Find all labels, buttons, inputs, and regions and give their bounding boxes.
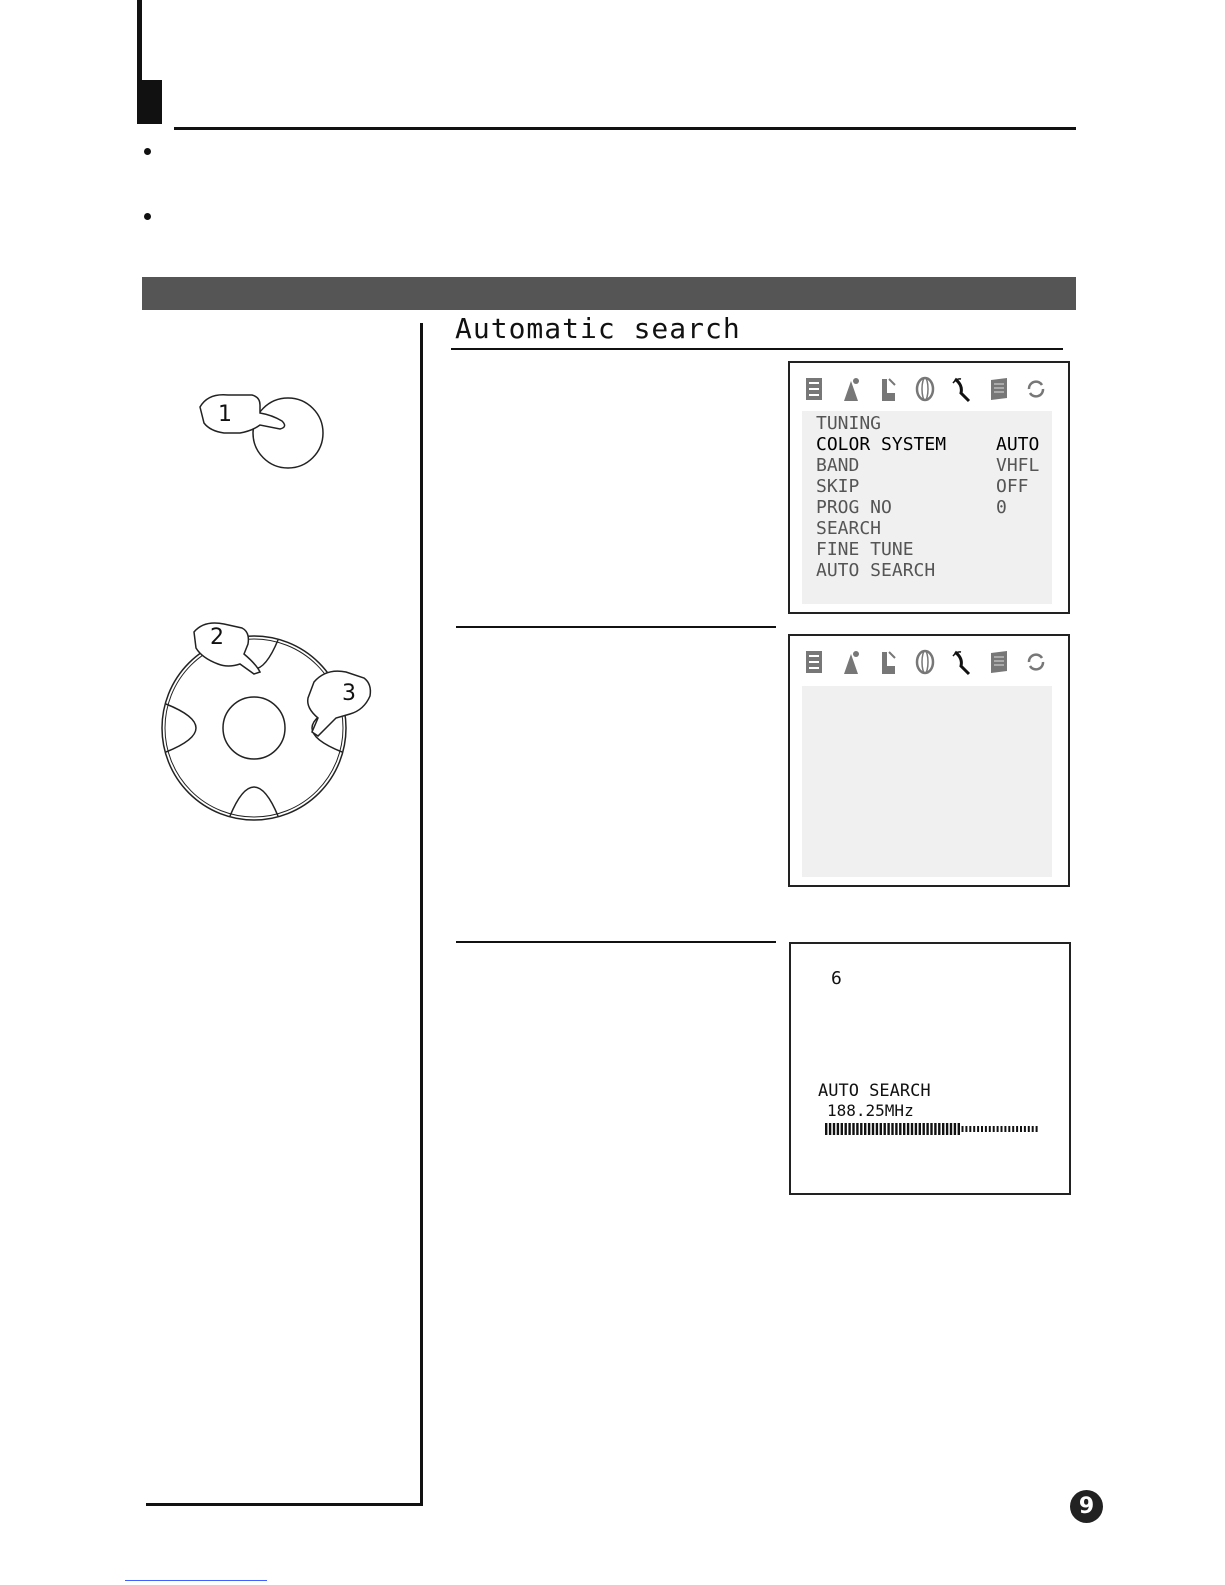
step-divider	[456, 941, 776, 943]
progress-tick-empty	[1020, 1126, 1022, 1132]
progress-tick-filled	[852, 1123, 854, 1135]
progress-tick-filled	[868, 1123, 870, 1135]
progress-tick-empty	[1008, 1126, 1010, 1132]
remote-menu-button-illustration	[190, 385, 330, 475]
hand-pointer-icon	[308, 671, 371, 736]
auto-search-label: AUTO SEARCH	[818, 1081, 931, 1101]
progress-tick-filled	[872, 1123, 874, 1135]
progress-tick-filled	[841, 1123, 843, 1135]
progress-tick-filled	[911, 1123, 913, 1135]
progress-tick-empty	[973, 1126, 975, 1132]
progress-tick-filled	[845, 1123, 847, 1135]
osd-empty-menu-screen	[788, 634, 1070, 887]
sound-icon	[839, 647, 863, 677]
refresh-icon	[1024, 374, 1048, 404]
feature-icon	[876, 647, 900, 677]
progress-tick-empty	[969, 1126, 971, 1132]
bullet-point	[144, 213, 151, 220]
globe-icon	[913, 647, 937, 677]
progress-tick-filled	[880, 1123, 882, 1135]
progress-tick-filled	[829, 1123, 831, 1135]
menu-item-auto-search: AUTO SEARCH	[816, 560, 936, 581]
progress-tick-empty	[981, 1126, 983, 1132]
ok-button	[223, 697, 285, 759]
menu-item-fine-tune: FINE TUNE	[816, 539, 914, 560]
osd-auto-search-screen	[789, 942, 1071, 1195]
step-number: 1	[218, 402, 232, 427]
channel-number: 6	[831, 968, 842, 989]
progress-tick-filled	[903, 1123, 905, 1135]
progress-tick-empty	[1004, 1126, 1006, 1132]
globe-icon	[913, 374, 937, 404]
dpad-down	[230, 787, 278, 816]
progress-tick-filled	[938, 1123, 940, 1135]
refresh-icon	[1024, 647, 1048, 677]
progress-tick-empty	[965, 1126, 967, 1132]
progress-tick-filled	[837, 1123, 839, 1135]
progress-tick-filled	[848, 1123, 850, 1135]
sound-icon	[839, 374, 863, 404]
progress-tick-filled	[899, 1123, 901, 1135]
footer-link-underline	[125, 1580, 267, 1581]
progress-tick-empty	[977, 1126, 979, 1132]
osd-icon-bar	[802, 642, 1052, 682]
progress-tick-filled	[891, 1123, 893, 1135]
progress-tick-filled	[942, 1123, 944, 1135]
osd-icon-bar	[802, 369, 1052, 409]
progress-tick-empty	[993, 1126, 995, 1132]
progress-tick-filled	[864, 1123, 866, 1135]
step-divider	[456, 626, 776, 628]
progress-tick-filled	[946, 1123, 948, 1135]
progress-tick-filled	[825, 1123, 827, 1135]
progress-tick-empty	[1001, 1126, 1003, 1132]
heading-rule	[451, 348, 1063, 350]
dpad-left	[166, 704, 196, 752]
text-icon	[987, 374, 1011, 404]
menu-item-color-system: COLOR SYSTEM AUTO	[816, 434, 1040, 455]
progress-tick-empty	[1012, 1126, 1014, 1132]
menu-item-search: SEARCH	[816, 518, 882, 539]
hand-pointer-icon	[194, 623, 260, 674]
progress-tick-filled	[876, 1123, 878, 1135]
remote-dpad-illustration	[150, 618, 390, 828]
progress-tick-empty	[989, 1126, 991, 1132]
progress-tick-filled	[907, 1123, 909, 1135]
text-icon	[987, 647, 1011, 677]
section-bar	[142, 277, 1076, 310]
progress-tick-empty	[1016, 1126, 1018, 1132]
column-bottom-rule	[146, 1503, 423, 1506]
column-divider	[420, 323, 423, 1506]
menu-button-circle	[253, 398, 323, 468]
tuning-icon	[950, 374, 974, 404]
osd-tuning-screen	[788, 361, 1070, 614]
feature-icon	[876, 374, 900, 404]
section-heading: Automatic search	[455, 312, 741, 345]
svg-text:2: 2	[210, 625, 224, 650]
page-number: 9	[1070, 1490, 1103, 1523]
progress-tick-empty	[962, 1126, 964, 1132]
progress-tick-filled	[887, 1123, 889, 1135]
progress-tick-empty	[985, 1126, 987, 1132]
header-tab-block	[137, 80, 162, 124]
progress-tick-filled	[934, 1123, 936, 1135]
progress-tick-filled	[954, 1123, 956, 1135]
progress-tick-filled	[833, 1123, 835, 1135]
progress-tick-filled	[923, 1123, 925, 1135]
picture-icon	[802, 374, 826, 404]
progress-tick-empty	[1032, 1126, 1034, 1132]
header-rule	[174, 127, 1076, 130]
progress-tick-empty	[997, 1126, 999, 1132]
menu-item-prog-no: PROG NO 0	[816, 497, 1007, 518]
bullet-point	[144, 148, 151, 155]
progress-tick-filled	[919, 1123, 921, 1135]
menu-item-skip: SKIP OFF	[816, 476, 1029, 497]
progress-tick-empty	[1024, 1126, 1026, 1132]
menu-item-band: BAND VHFL	[816, 455, 1040, 476]
menu-item-tuning: TUNING	[816, 413, 882, 434]
progress-tick-filled	[860, 1123, 862, 1135]
progress-tick-filled	[884, 1123, 886, 1135]
osd-menu-panel	[802, 411, 1052, 604]
svg-text:3: 3	[342, 681, 356, 706]
frequency-readout: 188.25MHz	[827, 1101, 914, 1120]
progress-tick-filled	[856, 1123, 858, 1135]
progress-tick-empty	[1036, 1126, 1038, 1132]
progress-tick-filled	[895, 1123, 897, 1135]
tuning-icon	[950, 647, 974, 677]
hand-pointer-icon	[200, 395, 285, 433]
progress-tick-filled	[915, 1123, 917, 1135]
progress-tick-filled	[950, 1123, 952, 1135]
progress-tick-empty	[1028, 1126, 1030, 1132]
picture-icon	[802, 647, 826, 677]
progress-tick-filled	[926, 1123, 928, 1135]
progress-tick-filled	[958, 1123, 960, 1135]
osd-menu-panel	[802, 686, 1052, 877]
progress-tick-filled	[930, 1123, 932, 1135]
search-progress-bar	[825, 1123, 1045, 1137]
